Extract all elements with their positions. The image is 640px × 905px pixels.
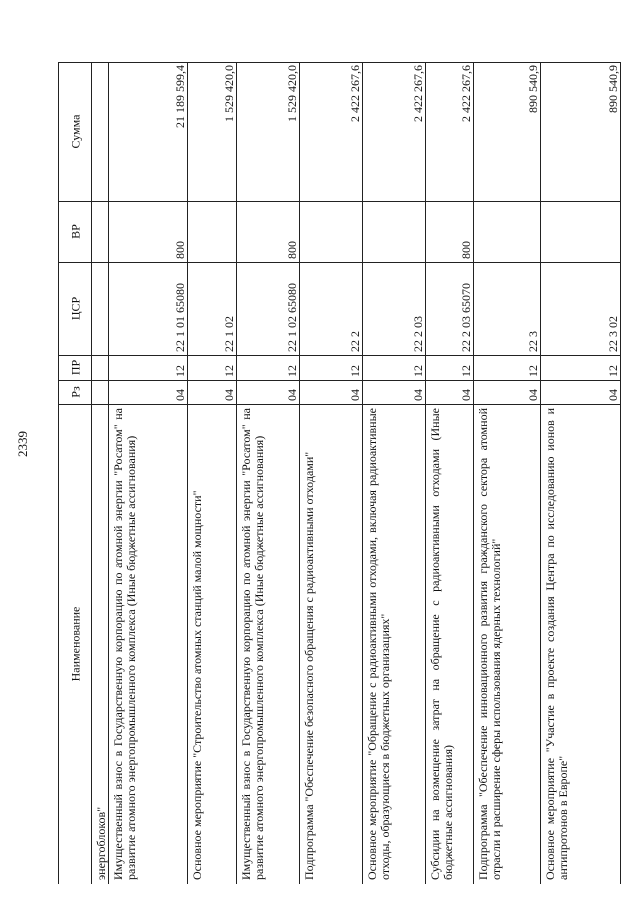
row-amount: 1 529 420,0 — [285, 65, 299, 122]
row-amount-cell — [473, 62, 540, 201]
row-rz-cell — [108, 380, 187, 404]
row-rz: 04 — [459, 389, 473, 401]
header-rz-cell — [58, 380, 91, 404]
row-csr: 22 3 02 — [606, 316, 620, 352]
row-csr: 22 2 03 — [411, 316, 425, 352]
row-rz: 04 — [526, 389, 540, 401]
header-amount: Сумма — [68, 114, 83, 149]
row-amount-cell — [108, 62, 187, 201]
header-csr-cell — [58, 262, 91, 355]
row-pr-cell — [473, 355, 540, 380]
row-amount: 1 529 420,0 — [222, 65, 236, 122]
row-amount: 890 540,9 — [526, 65, 540, 113]
row-amount: 2 422 267,6 — [348, 65, 362, 122]
row-name-cell — [540, 404, 620, 884]
row-amount-cell — [236, 62, 299, 201]
row-amount: 2 422 267,6 — [459, 65, 473, 122]
row-vr: 800 — [173, 241, 187, 259]
row-amount-cell — [299, 62, 362, 201]
page-number — [0, 424, 46, 464]
row-csr: 22 1 02 65080 — [285, 283, 299, 352]
row-pr-cell — [108, 355, 187, 380]
row-csr-cell — [108, 262, 187, 355]
row-vr: 800 — [459, 241, 473, 259]
row-name: Имущественный взнос в Государственную корпорацию по атомной энергии "Росатом" на развитие атомного энергопромышленного комплекса (Иные бюджетные ассигнования) — [239, 408, 267, 880]
row-name-cell — [473, 404, 540, 884]
row-csr: 22 2 03 65070 — [459, 283, 473, 352]
row-pr: 12 — [411, 365, 425, 377]
row-name-cell — [108, 404, 187, 884]
row-rz: 04 — [606, 389, 620, 401]
row-pr-cell — [187, 355, 236, 380]
row-pr-cell — [540, 355, 620, 380]
row-rz-cell — [236, 380, 299, 404]
row-pr: 12 — [222, 365, 236, 377]
row-csr: 22 1 02 — [222, 316, 236, 352]
row-csr-cell — [187, 262, 236, 355]
row-name-cell — [425, 404, 473, 884]
row-pr: 12 — [526, 365, 540, 377]
row-name: Основное мероприятие "Участие в проекте создания Центра по исследованию ионов и антипротонов в Европе" — [543, 408, 571, 880]
row-name: Подпрограмма "Обеспечение инновационного развития гражданского сектора атомной отрасли и расширение сферы использования ядерных технологий" — [476, 408, 504, 880]
row-pr-cell — [362, 355, 425, 380]
row-name: Подпрограмма "Обеспечение безопасного обращения с радиоактивными отходами" — [302, 451, 316, 880]
header-rz: Рз — [68, 386, 83, 398]
row-rz: 04 — [173, 389, 187, 401]
row-csr: 22 1 01 65080 — [173, 283, 187, 352]
row-csr-cell — [362, 262, 425, 355]
row-rz: 04 — [222, 389, 236, 401]
row-vr-cell — [108, 201, 187, 262]
row-name: Субсидии на возмещение затрат на обращение с радиоактивными отходами (Иные бюджетные ассигнования) — [428, 408, 456, 880]
row-name-cell — [236, 404, 299, 884]
row-amount: 2 422 267,6 — [411, 65, 425, 122]
row-rz: 04 — [411, 389, 425, 401]
row-rz: 04 — [348, 389, 362, 401]
row-name: энергоблоков" — [94, 806, 108, 880]
row-rz-cell — [473, 380, 540, 404]
row-pr: 12 — [285, 365, 299, 377]
row-vr-cell — [425, 201, 473, 262]
header-name: Наименование — [68, 606, 83, 682]
row-amount-cell — [425, 62, 473, 201]
row-csr-cell — [425, 262, 473, 355]
row-name-cell — [91, 404, 108, 884]
row-name: Основное мероприятие "Строительство атомных станций малой мощности" — [190, 490, 204, 880]
row-pr-cell — [425, 355, 473, 380]
row-amount-cell — [362, 62, 425, 201]
row-rz-cell — [299, 380, 362, 404]
row-name-cell — [362, 404, 425, 884]
row-pr: 12 — [459, 365, 473, 377]
row-amount: 890 540,9 — [606, 65, 620, 113]
row-csr: 22 3 — [526, 331, 540, 352]
row-pr-cell — [299, 355, 362, 380]
row-pr: 12 — [173, 365, 187, 377]
row-pr-cell — [236, 355, 299, 380]
row-amount-cell — [187, 62, 236, 201]
row-csr-cell — [540, 262, 620, 355]
row-rz-cell — [187, 380, 236, 404]
row-amount-cell — [540, 62, 620, 201]
page-number-text: 2339 — [15, 431, 30, 457]
row-pr: 12 — [606, 365, 620, 377]
row-rz-cell — [425, 380, 473, 404]
row-name-cell — [299, 404, 362, 884]
row-rz: 04 — [285, 389, 299, 401]
header-vr: ВР — [68, 224, 83, 239]
row-pr: 12 — [348, 365, 362, 377]
row-name-cell — [187, 404, 236, 884]
header-vr-cell — [58, 201, 91, 262]
row-amount: 21 189 599,4 — [173, 65, 187, 128]
row-csr-cell — [299, 262, 362, 355]
row-csr: 22 2 — [348, 331, 362, 352]
header-amount-cell — [58, 62, 91, 201]
row-name: Основное мероприятие "Обращение с радиоактивными отходами, включая радиоактивные отходы, образующиеся в бюджетных организациях" — [365, 408, 393, 880]
row-name: Имущественный взнос в Государственную корпорацию по атомной энергии "Росатом" на развитие атомного энергопромышленного комплекса (Иные бюджетные ассигнования) — [111, 408, 139, 880]
header-pr: ПР — [68, 359, 83, 376]
row-rz-cell — [540, 380, 620, 404]
row-csr-cell — [473, 262, 540, 355]
row-vr-cell — [236, 201, 299, 262]
row-vr: 800 — [285, 241, 299, 259]
header-csr: ЦСР — [68, 296, 83, 321]
row-csr-cell — [236, 262, 299, 355]
header-name-cell — [58, 404, 91, 884]
row-rz-cell — [362, 380, 425, 404]
header-pr-cell — [58, 355, 91, 380]
table-rule — [620, 62, 621, 884]
